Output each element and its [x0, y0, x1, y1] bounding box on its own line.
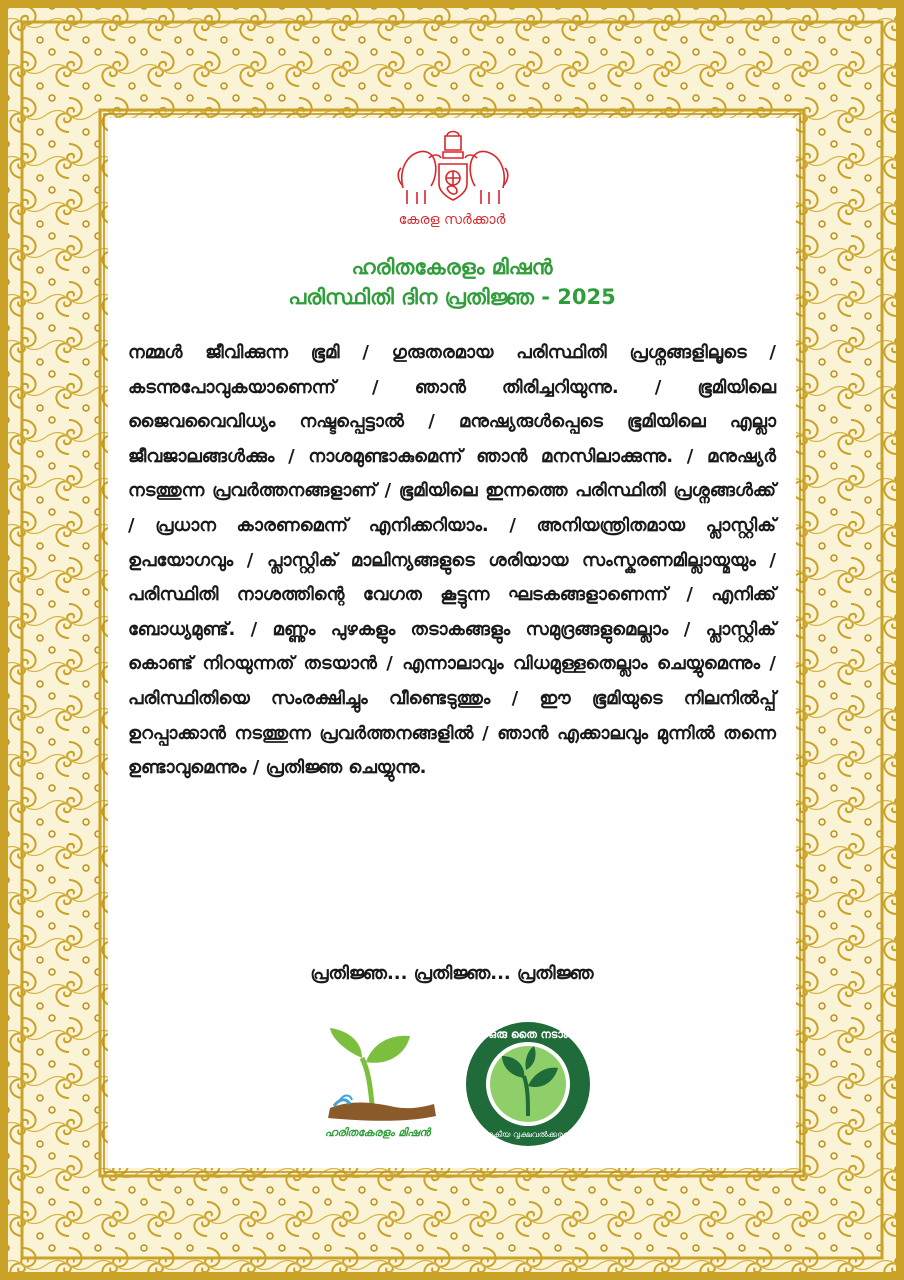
pledge-text: നമ്മൾ ജീവിക്കുന്ന ഭൂമി / ഗുരുതരമായ പരിസ്ഥിതി പ്രശ്നങ്ങളിലൂടെ / കടന്നുപോവുകയാണെന്ന് / ഞാൻ തിരിച്ചറിയുന്നു. / ഭൂമിയിലെ ജൈവവൈവിധ്യം നഷ്ടപ്പെട്ടാൽ / മനുഷ്യരുൾപ്പെടെ ഭൂമിയിലെ എല്ലാ ജീവജാലങ്ങൾക്കും / നാശമുണ്ടാകുമെന്ന് ഞാൻ മനസിലാക്കുന്നു. / മനുഷ്യർ നടത്തുന്ന പ്രവർത്തനങ്ങളാണ് / ഭൂമിയിലെ ഇന്നത്തെ പരിസ്ഥിതി പ്രശ്നങ്ങൾക്ക് / പ്രധാന കാരണമെന്ന് എനിക്കറിയാം. / അനിയന്ത്രിതമായ പ്ലാസ്റ്റിക് ഉപയോഗവും / പ്ലാസ്റ്റിക് മാലിന്യങ്ങളുടെ ശരിയായ സംസ്കരണമില്ലായ്മയും / പരിസ്ഥിതി നാശത്തിന്റെ വേഗത കൂട്ടുന്ന ഘടകങ്ങളാണെന്ന് / എനിക്ക് ബോധ്യമുണ്ട്. / മണ്ണും പുഴകളും തടാകങ്ങളും സമുദ്രങ്ങളുമെല്ലാം / പ്ലാസ്റ്റിക് കൊണ്ട് നിറയുന്നത് തടയാൻ / എന്നാലാവും വിധമുള്ളതെല്ലാം ചെയ്യുമെന്നും / പരിസ്ഥിതിയെ സംരക്ഷിച്ചും വീണ്ടെടുത്തും / ഈ ഭൂമിയുടെ നിലനിൽപ്പ് ഉറപ്പാക്കാൻ നടത്തുന്ന പ്രവർത്തനങ്ങളിൽ / ഞാൻ എക്കാലവും മുന്നിൽ തന്നെ ഉണ്ടാവുമെന്നും / പ്രതിജ്ഞ ചെയ്യുന്നു. [128, 342, 776, 779]
oru-thai-top-label: ഒരു തൈ നടാം [488, 1028, 568, 1041]
sprout-icon [310, 1022, 445, 1128]
haritha-keralam-label: ഹരിതകേരളം മിഷൻ [324, 1126, 431, 1139]
haritha-keralam-logo [310, 1022, 445, 1150]
pledge-closing: പ്രതിജ്ഞ... പ്രതിജ്ഞ... പ്രതിജ്ഞ [310, 963, 594, 984]
mission-title: ഹരിതകേരളം മിഷൻ [351, 255, 553, 279]
pledge-title: പരിസ്ഥിതി ദിന പ്രതിജ്ഞ - 2025 [288, 285, 616, 309]
oru-thai-bottom-label: ജനകീയ വൃക്ഷവൽക്കരണം [479, 1130, 577, 1139]
kerala-emblem-icon [395, 128, 511, 210]
oru-thai-nadam-logo [464, 1020, 592, 1148]
govt-label: കേരള സർക്കാർ [398, 212, 506, 228]
